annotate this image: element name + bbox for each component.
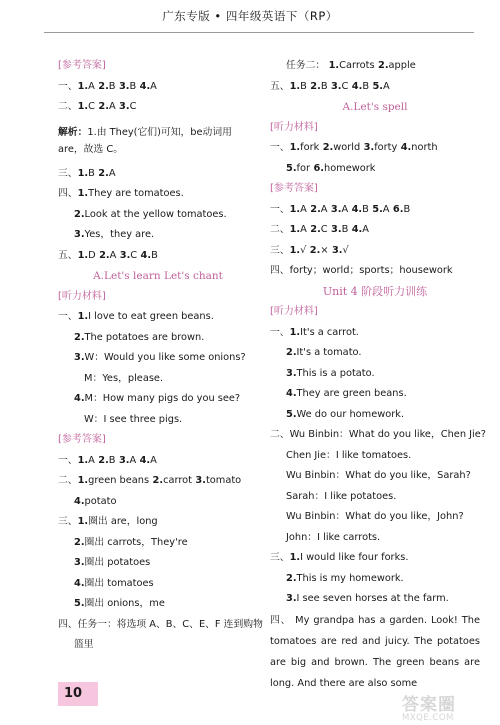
item-number: 1. xyxy=(289,552,301,563)
item-text: It's a carrot. xyxy=(300,326,359,338)
item-text: This is my homework. xyxy=(296,572,404,584)
question-prefix: 一、 xyxy=(270,203,290,215)
item-number: 2. xyxy=(94,454,109,466)
item-answer: A xyxy=(88,454,95,466)
answer-line xyxy=(58,471,258,492)
text-line xyxy=(58,389,258,410)
question-prefix: 一、 xyxy=(270,326,290,338)
item-number: 6. xyxy=(389,203,404,215)
text-line xyxy=(270,364,480,385)
item-answer: A xyxy=(300,224,307,235)
item-number: 2. xyxy=(286,572,297,584)
item-number: 4. xyxy=(74,393,85,404)
item-number: 1. xyxy=(77,475,89,486)
text-line xyxy=(58,369,258,390)
item-number: 3. xyxy=(286,593,297,604)
section-label: [听力材料] xyxy=(58,290,106,302)
item-number: 2. xyxy=(74,536,85,548)
question-prefix: 五、 xyxy=(270,80,290,92)
item-number: 3. xyxy=(115,454,130,466)
text-line xyxy=(58,348,258,369)
item-number: 6. xyxy=(310,162,324,174)
item-number: 3. xyxy=(328,244,343,256)
item-number: 4. xyxy=(397,142,412,153)
item-number: 1. xyxy=(289,224,301,235)
item-number: 3. xyxy=(327,224,342,235)
item-number: 3. xyxy=(327,80,342,92)
item-number: 1. xyxy=(77,80,89,92)
item-answer: B xyxy=(88,167,95,179)
item-text: potato xyxy=(84,495,117,507)
item-answer: for xyxy=(296,162,311,174)
item-text: 圈出 potatoes xyxy=(84,557,151,568)
item-answer: A xyxy=(108,101,116,112)
item-number: 2. xyxy=(306,224,321,235)
item-answer: B xyxy=(300,80,307,92)
text-line xyxy=(58,574,258,595)
item-number: 3. xyxy=(286,367,297,379)
item-number: 1. xyxy=(289,142,301,153)
text-line xyxy=(270,487,480,508)
item-answer: green beans xyxy=(88,475,150,486)
item-number: 2. xyxy=(94,80,109,92)
answer-line xyxy=(270,241,480,262)
item-text: 圈出 onions，me xyxy=(84,598,165,609)
item-text: 篮里 xyxy=(74,639,94,650)
item-number: 2. xyxy=(374,60,389,71)
text-line xyxy=(58,184,258,205)
answer-line xyxy=(58,97,258,118)
item-text: I see seven horses at the farm. xyxy=(296,593,449,604)
item-number: 1. xyxy=(77,167,89,179)
item-text: W：Would you like some onions? xyxy=(84,352,246,363)
question-prefix: 二、 xyxy=(58,475,78,486)
item-number: 5. xyxy=(286,162,297,174)
watermark-text: 答案圈 xyxy=(402,695,456,715)
item-text: Look at the yellow tomatoes. xyxy=(84,208,227,220)
text-line xyxy=(58,225,258,246)
text-line xyxy=(58,410,258,431)
item-answer: Carrots xyxy=(339,60,375,71)
item-text: forty；world；sports；housework xyxy=(289,265,453,276)
section-label: [参考答案] xyxy=(58,60,106,71)
text-line xyxy=(58,533,258,554)
text-line xyxy=(58,328,258,349)
text-line xyxy=(270,446,480,467)
text-line xyxy=(58,594,258,615)
question-prefix: 二、 xyxy=(58,101,78,112)
item-number: 4. xyxy=(348,224,363,235)
item-text: Yes，they are. xyxy=(84,229,155,240)
question-prefix: 三、 xyxy=(58,516,78,527)
item-number: 3. xyxy=(74,229,85,240)
item-number: 2. xyxy=(319,142,334,153)
item-answer: B xyxy=(362,80,370,92)
item-number: 1. xyxy=(289,244,301,256)
question-prefix: 一、 xyxy=(58,80,78,92)
item-answer: forty xyxy=(374,142,398,153)
item-answer: A xyxy=(320,203,328,215)
item-text: W：I see three pigs. xyxy=(84,413,183,425)
item-number: 2. xyxy=(94,101,109,112)
question-prefix: 五、 xyxy=(58,249,78,261)
item-number: 2. xyxy=(74,331,85,343)
item-number: 2. xyxy=(94,167,109,179)
item-number: 5. xyxy=(369,80,383,92)
item-text: The potatoes are brown. xyxy=(84,331,205,343)
item-answer: homework xyxy=(323,162,376,174)
passage xyxy=(270,610,480,694)
right-column xyxy=(270,56,486,694)
item-number: 3. xyxy=(360,142,375,153)
text-line xyxy=(270,56,480,77)
watermark-url: MXQE.COM xyxy=(402,713,454,723)
item-number: 4. xyxy=(74,495,85,507)
item-text: They are tomatoes. xyxy=(88,188,184,199)
question-prefix: 四、 xyxy=(270,614,292,626)
item-answer: A xyxy=(382,203,390,215)
text-line xyxy=(58,512,258,533)
item-number: 3. xyxy=(115,80,130,92)
section-label: [听力材料] xyxy=(270,121,318,133)
question-prefix: 三、 xyxy=(270,244,290,256)
item-number: 1. xyxy=(77,249,89,261)
answer-line xyxy=(270,138,480,159)
item-answer: A xyxy=(109,249,117,261)
header-divider xyxy=(44,32,474,33)
item-answer: A xyxy=(108,167,116,179)
item-number: 1. xyxy=(77,311,89,322)
item-text: John：I like carrots. xyxy=(286,531,381,543)
answer-line xyxy=(58,164,258,185)
item-text: Wu Binbin：What do you like，Sarah? xyxy=(286,470,471,481)
analysis-head: 解析： xyxy=(58,126,88,138)
analysis-body: 1.由 They(它们)可知，be动词用 are，故选 C。 xyxy=(58,126,232,155)
text-line xyxy=(270,507,480,528)
item-number: 1. xyxy=(77,188,89,199)
item-number: 2. xyxy=(286,347,297,358)
question-prefix: 一、 xyxy=(58,311,78,322)
text-line xyxy=(270,425,486,446)
item-answer: B xyxy=(129,80,137,92)
item-number: 1. xyxy=(77,454,89,466)
item-answer: A xyxy=(383,80,390,92)
item-text: I love to eat green beans. xyxy=(88,311,214,322)
text-line xyxy=(58,635,258,656)
item-answer: B xyxy=(341,224,349,235)
item-answer: A xyxy=(129,454,137,466)
section-label: [参考答案] xyxy=(270,183,318,194)
item-number: 3. xyxy=(116,249,131,261)
item-text: Wu Binbin：What do you like，John? xyxy=(286,511,464,522)
section-title: Unit 4 阶段听力训练 xyxy=(322,284,428,298)
item-number: 4. xyxy=(286,388,297,399)
text-line xyxy=(270,548,480,569)
item-answer: √ xyxy=(342,244,349,256)
text-line xyxy=(270,405,480,426)
item-number: 4. xyxy=(137,249,152,261)
item-number: 4. xyxy=(136,80,151,92)
item-text: 任务二： xyxy=(286,60,326,71)
item-number: 5. xyxy=(74,598,85,609)
item-text: Chen Jie：I like tomatoes. xyxy=(286,449,412,461)
text-line xyxy=(270,466,480,487)
item-answer: world xyxy=(333,142,361,153)
answer-line xyxy=(270,220,480,241)
item-number: 4. xyxy=(348,80,363,92)
answer-line xyxy=(270,159,480,180)
item-answer: A xyxy=(150,80,157,92)
item-answer: × xyxy=(320,244,329,256)
text-line xyxy=(270,261,480,282)
watermark-logo xyxy=(402,690,494,722)
text-line xyxy=(270,569,480,590)
text-line xyxy=(58,492,258,513)
item-text: I would like four forks. xyxy=(300,552,409,563)
analysis-note xyxy=(58,124,258,158)
item-text: M：Yes，please. xyxy=(84,372,164,384)
item-number: 2. xyxy=(95,249,110,261)
item-text: It's a tomato. xyxy=(296,347,362,358)
item-answer: B xyxy=(108,454,116,466)
item-number: 2. xyxy=(306,80,321,92)
question-prefix: 一、 xyxy=(58,454,78,466)
text-line xyxy=(58,205,258,226)
answer-line xyxy=(270,77,480,98)
section-title: A.Let's spell xyxy=(342,101,408,113)
item-answer: C xyxy=(129,101,137,112)
text-line xyxy=(270,528,480,549)
answer-line xyxy=(58,77,258,98)
item-text: We do our homework. xyxy=(296,408,405,420)
section-title: A.Let's learn Let's chant xyxy=(93,270,223,282)
item-number: 1. xyxy=(289,203,301,215)
passage-text: My grandpa has a garden. Look! The tomatoes are red and juicy. The potatoes are big and brown. The green beans are long. And there are also some xyxy=(270,614,481,689)
text-line xyxy=(58,553,258,574)
question-prefix: 四、 xyxy=(58,188,78,199)
answer-line xyxy=(270,200,480,221)
question-prefix: 二、 xyxy=(270,224,290,235)
item-number: 1. xyxy=(77,101,89,112)
item-answer: tomato xyxy=(205,475,242,486)
item-answer: B xyxy=(108,80,116,92)
item-number: 1. xyxy=(325,60,340,71)
item-answer: fork xyxy=(300,142,320,153)
item-answer: A xyxy=(150,454,157,466)
item-number: 5. xyxy=(286,408,297,420)
item-text: Wu Binbin：What do you like，Chen Jie? xyxy=(289,429,486,440)
item-answer: B xyxy=(320,80,328,92)
question-prefix: 三、 xyxy=(58,167,78,179)
item-answer: D xyxy=(88,249,96,261)
item-text: 圈出 tomatoes xyxy=(84,577,154,589)
text-line xyxy=(270,589,480,610)
item-number: 2. xyxy=(74,208,85,220)
text-line xyxy=(58,615,263,636)
question-prefix: 一、 xyxy=(270,142,290,153)
text-line xyxy=(270,323,480,344)
item-text: They are green beans. xyxy=(296,388,407,399)
answer-line xyxy=(58,451,258,472)
item-answer: A xyxy=(341,203,349,215)
item-text: 任务一：将选项 A、B、C、E、F 连到购物 xyxy=(77,618,263,630)
item-answer: B xyxy=(362,203,369,215)
item-number: 1. xyxy=(77,516,89,527)
item-number: 2. xyxy=(149,475,164,486)
item-answer: C xyxy=(130,249,138,261)
item-answer: C xyxy=(88,101,95,112)
item-answer: carrot xyxy=(163,475,192,486)
item-number: 3. xyxy=(74,352,85,363)
item-answer: √ xyxy=(300,244,307,256)
item-answer: A xyxy=(88,80,95,92)
item-answer: north xyxy=(411,142,438,153)
item-answer: apple xyxy=(388,60,416,71)
item-number: 4. xyxy=(348,203,363,215)
section-label: [听力材料] xyxy=(270,306,318,317)
item-answer: B xyxy=(403,203,411,215)
text-line xyxy=(58,307,258,328)
answer-line xyxy=(58,246,258,267)
item-answer: A xyxy=(300,203,307,215)
item-number: 1. xyxy=(289,80,301,92)
left-column xyxy=(58,56,263,656)
item-number: 2. xyxy=(306,244,321,256)
item-number: 3. xyxy=(327,203,342,215)
item-number: 3. xyxy=(191,475,206,486)
question-prefix: 三、 xyxy=(270,552,290,563)
item-number: 4. xyxy=(136,454,151,466)
item-text: M：How many pigs do you see? xyxy=(84,393,241,404)
item-number: 4. xyxy=(74,577,85,589)
item-text: Sarah：I like potatoes. xyxy=(286,490,397,502)
item-answer: C xyxy=(320,224,328,235)
item-number: 2. xyxy=(306,203,321,215)
question-prefix: 四、 xyxy=(58,618,78,630)
question-prefix: 二、 xyxy=(270,429,290,440)
item-number: 5. xyxy=(368,203,383,215)
item-text: 圈出 are，long xyxy=(88,516,158,527)
text-line xyxy=(270,384,480,405)
section-label: [参考答案] xyxy=(58,434,106,445)
question-prefix: 四、 xyxy=(270,265,290,276)
item-answer: A xyxy=(362,224,369,235)
item-number: 3. xyxy=(74,557,85,568)
text-line xyxy=(270,343,480,364)
page-header: 广东专版 • 四年级英语下（RP） xyxy=(162,9,338,23)
item-number: 1. xyxy=(289,326,301,338)
item-number: 3. xyxy=(115,101,130,112)
page-number: 10 xyxy=(58,682,98,706)
item-text: This is a potato. xyxy=(296,367,375,379)
item-answer: C xyxy=(341,80,349,92)
item-text: 圈出 carrots，They're xyxy=(84,536,188,548)
item-answer: B xyxy=(151,249,158,261)
